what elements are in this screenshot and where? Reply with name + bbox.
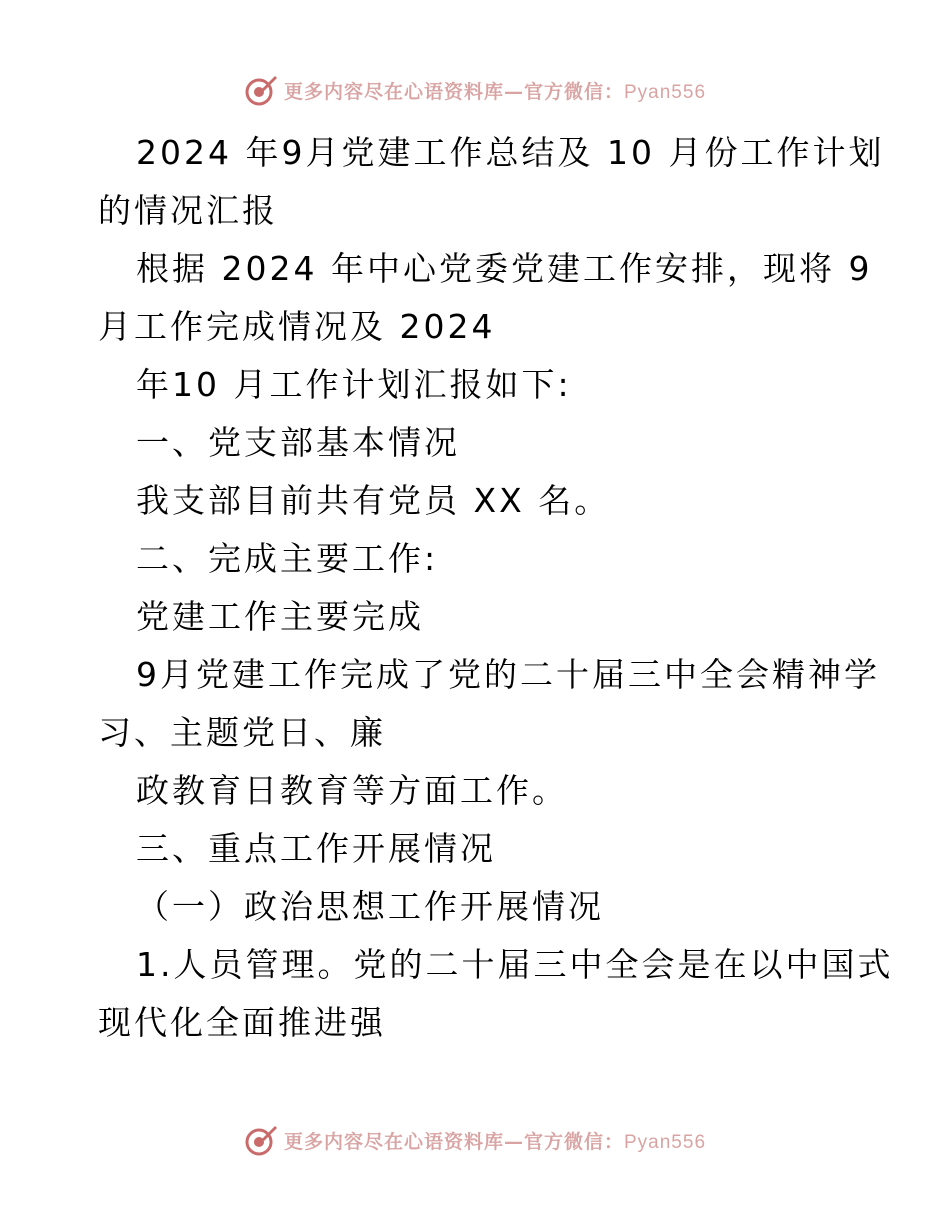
watermark-wechat-id: Pyan556 <box>624 1131 707 1153</box>
paragraph-line: 一、党支部基本情况 <box>136 423 460 462</box>
paragraph-line: 年10 月工作计划汇报如下: <box>136 365 572 404</box>
watermark-wechat-id: Pyan556 <box>624 81 707 103</box>
pen-logo-icon <box>244 1123 278 1157</box>
paragraph-line: 2024 年9月党建工作总结及 10 月份工作计划 <box>136 133 885 172</box>
watermark-text: 更多内容尽在心语资料库—官方微信：Pyan556 <box>283 80 707 103</box>
paragraph-line: 根据 2024 年中心党委党建工作安排，现将 9 <box>136 249 873 288</box>
paragraph-line: 习、主题党日、廉 <box>98 713 386 752</box>
paragraph-line: 党建工作主要完成 <box>136 597 424 636</box>
paragraph-line: 1.人员管理。党的二十届三中全会是在以中国式 <box>136 945 894 984</box>
paragraph-line: 9月党建工作完成了党的二十届三中全会精神学 <box>136 655 880 694</box>
watermark-text: 更多内容尽在心语资料库—官方微信：Pyan556 <box>283 1130 707 1153</box>
paragraph-line: 政教育日教育等方面工作。 <box>136 771 568 810</box>
paragraph-line: 现代化全面推进强 <box>98 1003 386 1042</box>
watermark-footer <box>0 1120 950 1160</box>
pen-logo-icon <box>244 73 278 107</box>
watermark-header <box>0 70 950 110</box>
paragraph-line: 的情况汇报 <box>98 191 278 230</box>
document-body <box>98 124 898 1052</box>
paragraph-line: 三、重点工作开展情况 <box>136 829 496 868</box>
paragraph-line: 二、完成主要工作: <box>136 539 439 578</box>
paragraph-line: （一）政治思想工作开展情况 <box>136 887 604 926</box>
paragraph-line: 我支部目前共有党员 XX 名。 <box>136 481 611 520</box>
paragraph-line: 月工作完成情况及 2024 <box>98 307 496 346</box>
